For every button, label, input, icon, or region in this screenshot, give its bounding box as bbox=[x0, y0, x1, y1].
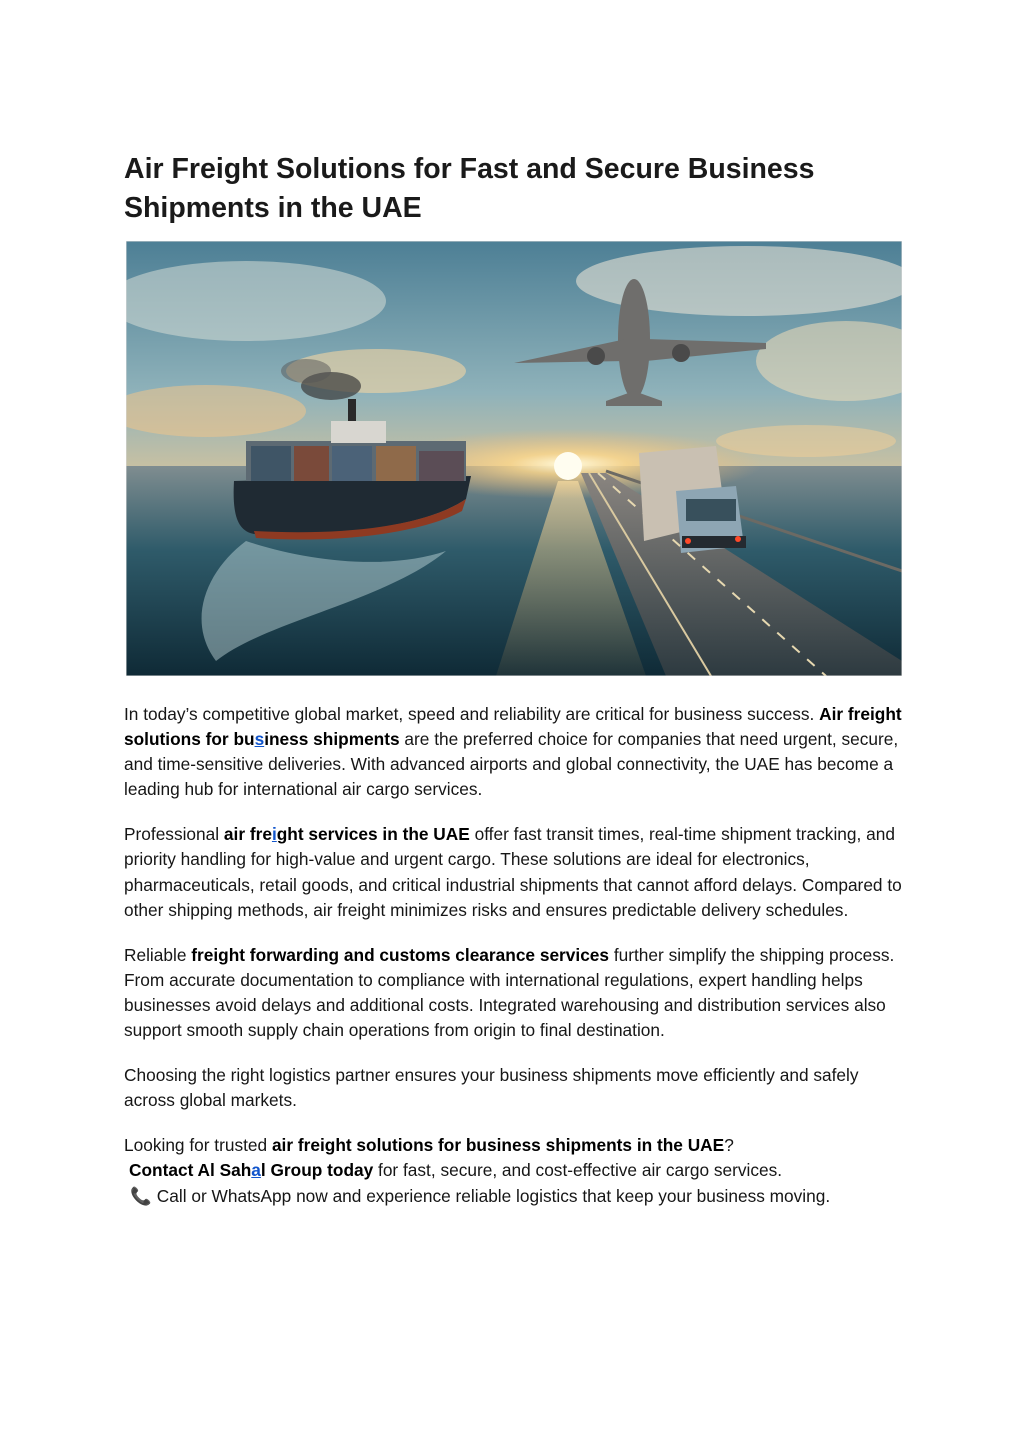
paragraph-text: Professional bbox=[124, 824, 224, 845]
bold-phrase: l Group today bbox=[260, 1160, 374, 1181]
paragraph-text: are the preferred choice for companies that need urgent, secure, and time-sensitive deliveries. With advanced airports and global connectivity, the UAE has become a leading hub for international air cargo services. bbox=[124, 729, 899, 800]
paragraph-text: ? bbox=[724, 1135, 734, 1156]
paragraph-intro bbox=[124, 702, 914, 802]
inline-link[interactable]: s bbox=[254, 729, 265, 750]
contact-line bbox=[124, 1160, 782, 1180]
paragraph-text: Call or WhatsApp now and experience reliable logistics that keep your business moving. bbox=[152, 1185, 831, 1206]
hero-image-cargo-ship-plane-truck bbox=[126, 241, 902, 676]
article-body bbox=[124, 702, 914, 1229]
bold-phrase: air freight solutions for business shipments in the UAE bbox=[271, 1135, 725, 1156]
paragraph-text: In today’s competitive global market, speed and reliability are critical for business success. bbox=[124, 704, 820, 724]
paragraph-freight-forwarding bbox=[124, 943, 914, 1043]
inline-link[interactable]: i bbox=[271, 824, 277, 845]
bold-phrase: air fre bbox=[223, 824, 272, 845]
paragraph-text: offer fast transit times, real-time shipment tracking, and priority handling for high-value and urgent cargo. These solutions are ideal for electronics, pharmaceuticals, retail goods, and critical industrial shipments that cannot afford delays. Compared to other shipping methods, air freight minimizes risks and ensures predictable delivery schedules. bbox=[124, 824, 902, 920]
paragraph-professional-services bbox=[124, 822, 914, 922]
paragraph-text: Reliable bbox=[124, 944, 192, 965]
paragraph-text: for fast, secure, and cost-effective air cargo services. bbox=[373, 1160, 783, 1181]
bold-phrase: iness shipments bbox=[264, 729, 400, 750]
paragraph-call-to-action bbox=[124, 1133, 914, 1208]
inline-link[interactable]: a bbox=[251, 1160, 261, 1181]
bold-phrase: Contact Al Sah bbox=[129, 1160, 252, 1181]
paragraph-text: Looking for trusted bbox=[124, 1135, 272, 1156]
page-title: Air Freight Solutions for Fast and Secure Business Shipments in the UAE bbox=[124, 153, 815, 224]
paragraph-logistics-partner: Choosing the right logistics partner ensures your business shipments move efficiently and safely across global markets. bbox=[124, 1065, 859, 1111]
paragraph-text: further simplify the shipping process. From accurate documentation to compliance with international regulations, expert handling helps businesses avoid delays and additional costs. Integrated warehousing and distribution services also support smooth supply chain operations from origin to final destination. bbox=[124, 944, 895, 1041]
bold-phrase: Air freight solutions for bu bbox=[124, 704, 902, 750]
telephone-receiver-icon: 📞 bbox=[130, 1185, 152, 1206]
bold-phrase: ght services in the UAE bbox=[276, 824, 470, 845]
bold-phrase: freight forwarding and customs clearance services bbox=[191, 944, 610, 965]
